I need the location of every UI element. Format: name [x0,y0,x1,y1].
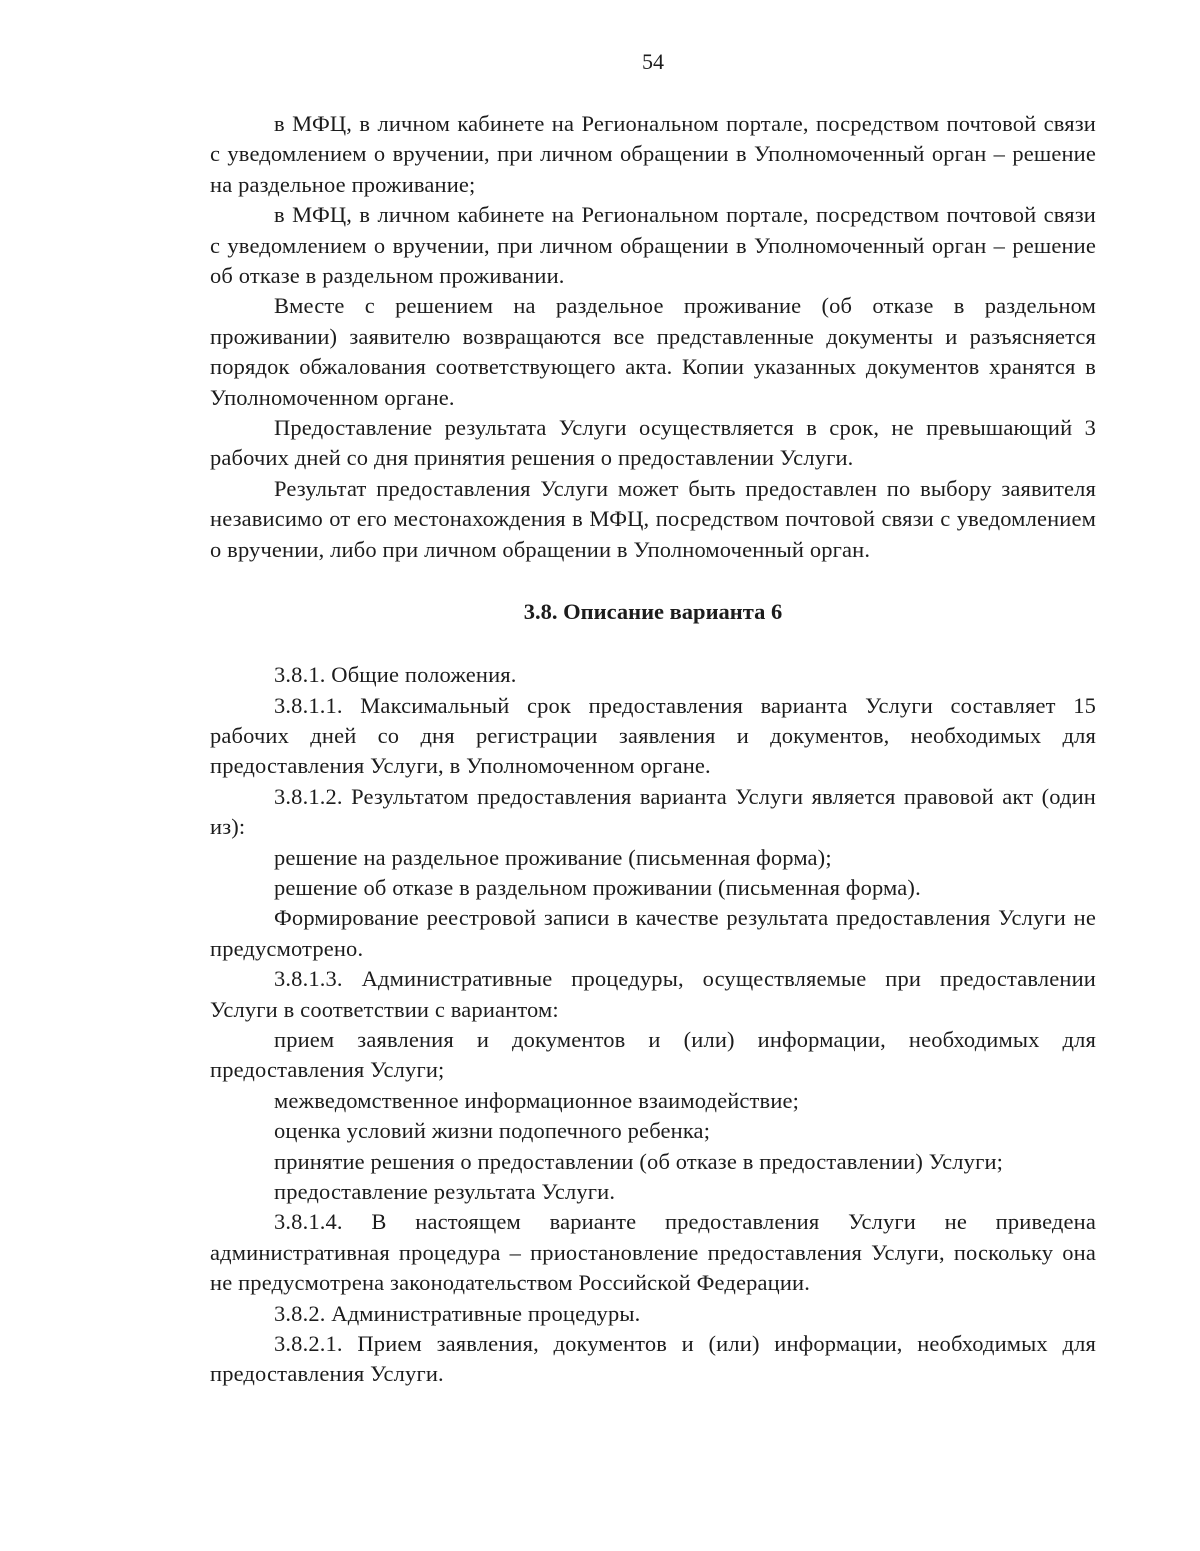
paragraph-3-8-1: 3.8.1. Общие положения. [274,662,517,688]
paragraph-delivery-mfc-approval: в МФЦ, в личном кабинете на Региональном портале, посредством почтовой связи с уведомлением о вручении, при личном обращении в Уполномоченный орган – решение на раздельное проживание; [210,111,1096,197]
list-item-procedure-intake: прием заявления и документов и (или) информации, необходимых для предоставления Услуги; [210,1026,1096,1083]
paragraph-3-8-2: 3.8.2. Административные процедуры. [274,1300,641,1326]
list-item-procedure-assessment: оценка условий жизни подопечного ребенка; [274,1118,711,1144]
spacer [210,627,1096,660]
page-number: 54 [642,49,664,74]
document-body [210,109,1096,1390]
list-item-procedure-interagency: межведомственное информационное взаимодействие; [274,1087,800,1113]
paragraph-3-8-1-2: 3.8.1.2. Результатом предоставления варианта Услуги является правовой акт (один из): [210,783,1096,840]
list-item-result-refusal: решение об отказе в раздельном проживании (письменная форма). [274,874,921,900]
list-item-procedure-result: предоставление результата Услуги. [274,1179,616,1204]
section-heading: 3.8. Описание варианта 6 [523,599,783,625]
paragraph-3-8-2-1: 3.8.2.1. Прием заявления, документов и (или) информации, необходимых для предоставления Услуги. [210,1331,1096,1387]
paragraph-3-8-1-4: 3.8.1.4. В настоящем варианте предоставления Услуги не приведена административная процедура – приостановление предоставления Услуги, поскольку она не предусмотрена законодательством Российской Федерации. [210,1209,1096,1296]
paragraph-registry-record: Формирование реестровой записи в качестве результата предоставления Услуги не предусмотрено. [210,905,1096,961]
paragraph-delivery-choice: Результат предоставления Услуги может быть предоставлен по выбору заявителя независимо от его местонахождения в МФЦ, посредством почтовой связи с уведомлением о вручении, либо при личном обращении в Уполномоченный орган. [210,475,1096,562]
spacer [210,565,1096,597]
list-item-result-approval: решение на раздельное проживание (письменная форма); [274,844,832,870]
paragraph-3-8-1-3: 3.8.1.3. Административные процедуры, осуществляемые при предоставлении Услуги в соответствии с вариантом: [210,966,1096,1022]
paragraph-delivery-deadline: Предоставление результата Услуги осуществляется в срок, не превышающий 3 рабочих дней со дня принятия решения о предоставлении Услуги. [210,415,1096,471]
paragraph-3-8-1-1: 3.8.1.1. Максимальный срок предоставления варианта Услуги составляет 15 рабочих дней со дня регистрации заявления и документов, необходимых для предоставления Услуги, в Уполномоченном органе. [210,692,1096,779]
paragraph-documents-returned: Вместе с решением на раздельное проживание (об отказе в раздельном проживании) заявителю возвращаются все представленные документы и разъясняется порядок обжалования соответствующего акта. Копии указанных документов хранятся в Уполномоченном органе. [210,293,1096,410]
paragraph-delivery-mfc-refusal: в МФЦ, в личном кабинете на Региональном портале, посредством почтовой связи с уведомлением о вручении, при личном обращении в Уполномоченный орган – решение об отказе в раздельном проживании. [210,202,1096,289]
list-item-procedure-decision: принятие решения о предоставлении (об отказе в предоставлении) Услуги; [274,1148,1004,1174]
